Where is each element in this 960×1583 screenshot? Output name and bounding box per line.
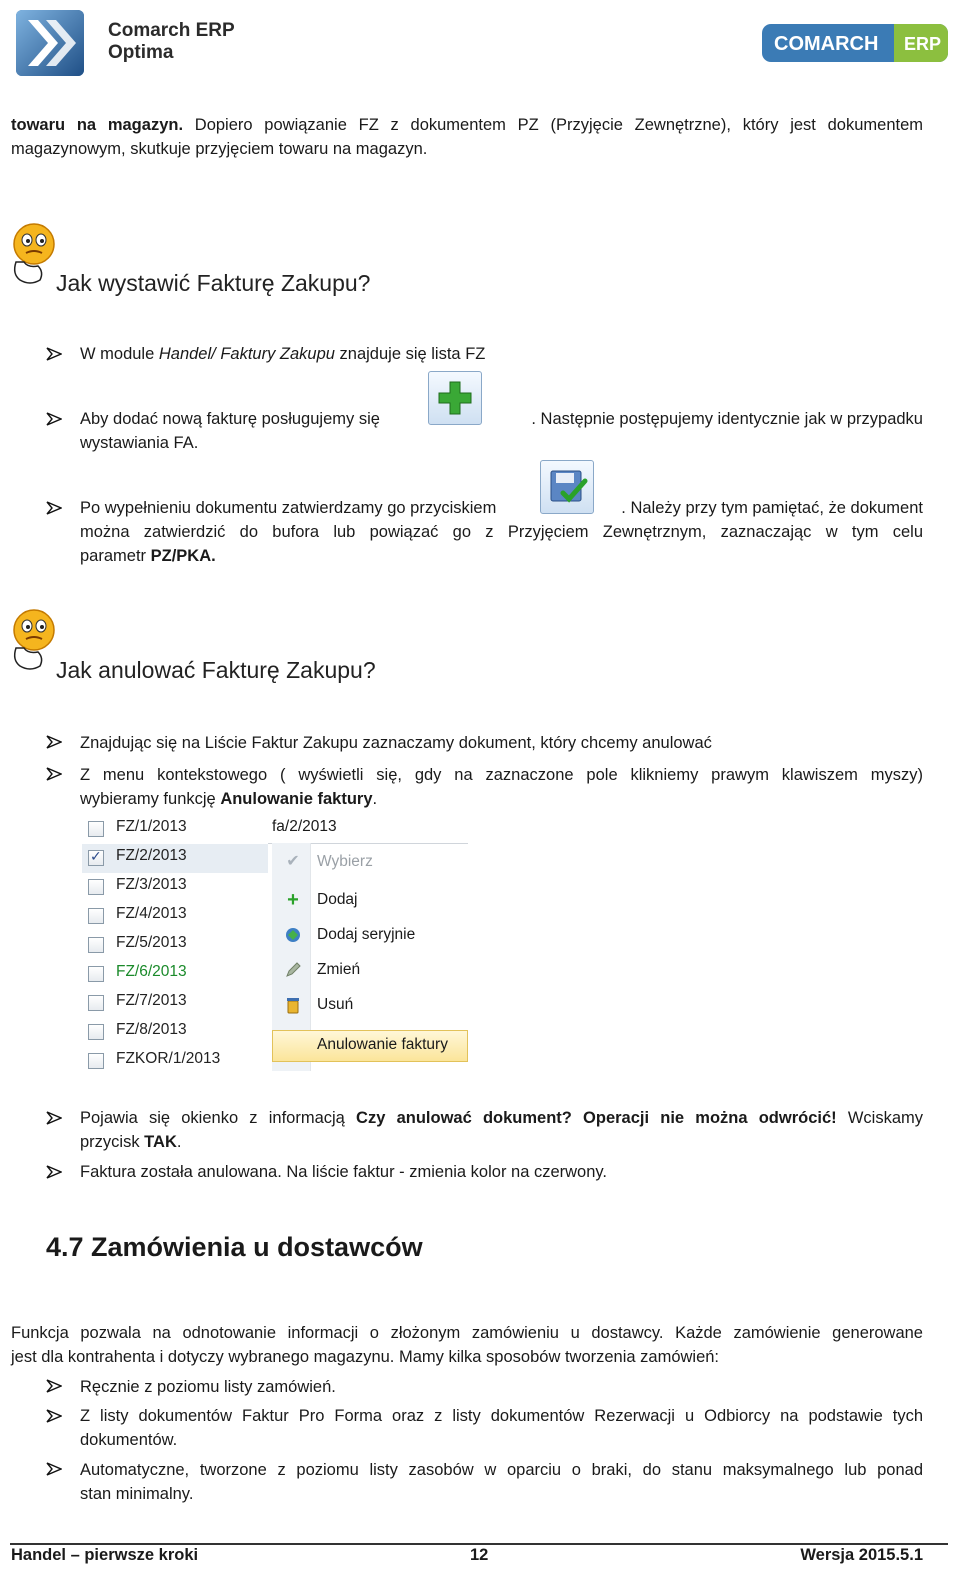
intro-text: Dopiero powiązanie FZ z dokumentem PZ (Przyjęcie Zewnętrzne), który jest dokumentem magazynowym, skutkuje przyjęciem towaru na magazyn. [11, 116, 923, 158]
checkbox[interactable] [88, 908, 104, 924]
s2b2-pre: wybieramy funkcję [80, 790, 221, 808]
s1b1-post: znajduje się lista FZ [334, 345, 486, 363]
s1b3-pre: Po wypełnieniu dokumentu zatwierdzamy go przyciskiem [80, 499, 497, 517]
arrow-bullet-icon [46, 734, 62, 750]
add-series-icon [284, 926, 302, 944]
s2b2-post: . [372, 790, 378, 808]
arrow-bullet-icon [46, 1378, 62, 1394]
list-row[interactable] [82, 873, 268, 902]
s2-bullet4: Faktura została anulowana. Na liście faktur - zmienia kolor na czerwony. [80, 1163, 608, 1181]
section1-title: Jak wystawić Fakturę Zakupu? [56, 270, 371, 296]
checkbox[interactable] [88, 1024, 104, 1040]
list-row[interactable] [82, 815, 268, 844]
list-row[interactable] [82, 989, 268, 1018]
s1b3-line3-pre: parametr [80, 547, 151, 565]
footer-version: Wersja 2015.5.1 [800, 1546, 923, 1564]
menu-item-usun[interactable] [272, 990, 468, 1022]
menu-item-label: Wybierz [317, 853, 373, 870]
edit-pencil-icon [284, 961, 302, 979]
check-icon: ✔ [286, 853, 300, 870]
s1b2-post: . Następnie postępujemy identycznie jak w przypadku [531, 410, 923, 428]
s3-bullet2-line1: Z listy dokumentów Faktur Pro Forma oraz z listy dokumentów Rezerwacji u Odbiorcy na podstawie tych [80, 1407, 923, 1425]
comarch-erp-logo [762, 24, 948, 62]
s2-bullet3-line1 [80, 1106, 923, 1130]
section1-bullet1 [80, 342, 485, 366]
menu-item-label: Zmień [317, 961, 361, 978]
s3-p1-line1: Funkcja pozwala na odnotowanie informacji o złożonym zamówieniu u dostawcy. Każde zamówienie generowane [11, 1324, 923, 1342]
list-row-label: FZKOR/1/2013 [116, 1050, 221, 1067]
brand-line2: Optima [108, 42, 174, 63]
s1b1-ital: Handel/ Faktury Zakupu [158, 345, 335, 363]
s2-bullet1: Znajdując się na Liście Faktur Zakupu zaznaczamy dokument, który chcemy anulować [80, 734, 712, 752]
thinking-smiley-icon [10, 608, 58, 674]
thinking-smiley-icon [10, 222, 58, 288]
document-list [82, 815, 268, 1071]
checkbox[interactable] [88, 1053, 104, 1069]
save-confirm-icon [540, 460, 594, 514]
arrow-bullet-icon [46, 500, 62, 516]
checkbox[interactable] [88, 937, 104, 953]
arrow-bullet-icon [46, 411, 62, 427]
s3-bullet2-line2: dokumentów. [80, 1431, 178, 1449]
s3-bullet3-line1: Automatyczne, tworzone z poziomu listy zasobów w oparciu o braki, do stanu maksymalnego lub ponad [80, 1461, 923, 1479]
menu-item-dodaj-seryjnie[interactable] [272, 920, 468, 952]
s2-bullet2-line1: Z menu kontekstowego ( wyświetli się, gdy na zaznaczone pole klikniemy prawym klawiszem myszy) [80, 766, 923, 784]
list-row[interactable] [82, 960, 268, 989]
footer-left: Handel – pierwsze kroki [11, 1546, 199, 1564]
brand-name [108, 20, 235, 64]
right-logo-main: COMARCH [774, 33, 879, 55]
menu-item-label: Dodaj seryjnie [317, 926, 416, 943]
add-plus-icon [428, 371, 482, 425]
checkbox[interactable] [88, 966, 104, 982]
arrow-bullet-icon [46, 346, 62, 362]
list-row-label: FZ/3/2013 [116, 876, 187, 893]
arrow-bullet-icon [46, 1164, 62, 1180]
list-row-label: FZ/1/2013 [116, 818, 187, 835]
s1b3-line3-bold: PZ/PKA. [150, 547, 216, 565]
s2b3l2-bold: TAK [144, 1133, 177, 1151]
arrow-bullet-icon [46, 1408, 62, 1424]
list-row[interactable] [82, 1047, 268, 1076]
menu-item-label: Anulowanie faktury [317, 1036, 448, 1053]
list-row-label: FZ/7/2013 [116, 992, 187, 1009]
menu-item-wybierz[interactable] [272, 847, 468, 879]
list-row[interactable] [82, 931, 268, 960]
footer-page-number: 12 [470, 1546, 489, 1564]
intro-bold: towaru na magazyn. [11, 116, 184, 134]
brand-line1: Comarch ERP [108, 20, 235, 41]
section3-heading: 4.7 Zamówienia u dostawców [46, 1232, 423, 1262]
s1b1-pre: W module [80, 345, 159, 363]
list-row-label: FZ/8/2013 [116, 1021, 187, 1038]
menu-item-label: Usuń [317, 996, 354, 1013]
list-row[interactable] [82, 1018, 268, 1047]
arrow-bullet-icon [46, 1461, 62, 1477]
s2-bullet3-line2 [80, 1130, 181, 1154]
list-row-label: FZ/2/2013 [116, 847, 187, 864]
s1b2-pre: Aby dodać nową fakturę posługujemy się [80, 410, 380, 428]
s2b3l2-pre: przycisk [80, 1133, 145, 1151]
right-logo-sub: ERP [904, 34, 942, 54]
checkbox[interactable] [88, 995, 104, 1011]
s2b3-post: Wciskamy [836, 1109, 924, 1127]
s2-bullet2-line2 [80, 787, 377, 811]
s2b3l2-post: . [176, 1133, 182, 1151]
s1b3-line3 [80, 544, 216, 568]
s1b2-line2: wystawiania FA. [80, 434, 199, 452]
list-row[interactable] [82, 902, 268, 931]
intro-paragraph [11, 113, 923, 161]
s1b3-post: . Należy przy tym pamiętać, że dokument [621, 499, 923, 517]
s3-bullet3-line2: stan minimalny. [80, 1485, 194, 1503]
s2b3-bold: Czy anulować dokument? Operacji nie można odwrócić! [356, 1109, 837, 1127]
s3-bullet1: Ręcznie z poziomu listy zamówień. [80, 1378, 336, 1396]
list-row-selected[interactable] [82, 844, 268, 873]
s2b2-bold: Anulowanie faktury [220, 790, 373, 808]
menu-item-dodaj[interactable] [272, 885, 468, 917]
menu-item-anulowanie-faktury[interactable] [272, 1030, 468, 1062]
footer-divider [10, 1543, 948, 1545]
list-row-label: FZ/4/2013 [116, 905, 187, 922]
menu-item-zmien[interactable] [272, 955, 468, 987]
context-menu-screenshot [82, 815, 468, 1071]
trash-icon [284, 996, 302, 1014]
arrow-bullet-icon [46, 1110, 62, 1126]
arrow-bullet-icon [46, 766, 62, 782]
header-cell [268, 815, 468, 844]
menu-item-label: Dodaj [317, 891, 358, 908]
checkbox[interactable] [88, 821, 104, 837]
s1b3-line2: można zatwierdzić do bufora lub powiązać go z Przyjęciem Zewnętrznym, zaznaczając w tym celu [80, 523, 923, 541]
header-cell-label: fa/2/2013 [272, 818, 337, 835]
checkbox[interactable] [88, 879, 104, 895]
s3-p1-line2: jest dla kontrahenta i dotyczy wybranego magazynu. Mamy kilka sposobów tworzenia zamówień: [11, 1348, 720, 1366]
checkbox-checked[interactable]: ✓ [88, 850, 104, 866]
s2b3-pre: Pojawia się okienko z informacją [80, 1109, 357, 1127]
comarch-optima-logo [14, 8, 86, 78]
list-row-label: FZ/6/2013 [116, 963, 187, 980]
section2-title: Jak anulować Fakturę Zakupu? [56, 657, 376, 683]
plus-icon: + [287, 889, 299, 911]
list-row-label: FZ/5/2013 [116, 934, 187, 951]
